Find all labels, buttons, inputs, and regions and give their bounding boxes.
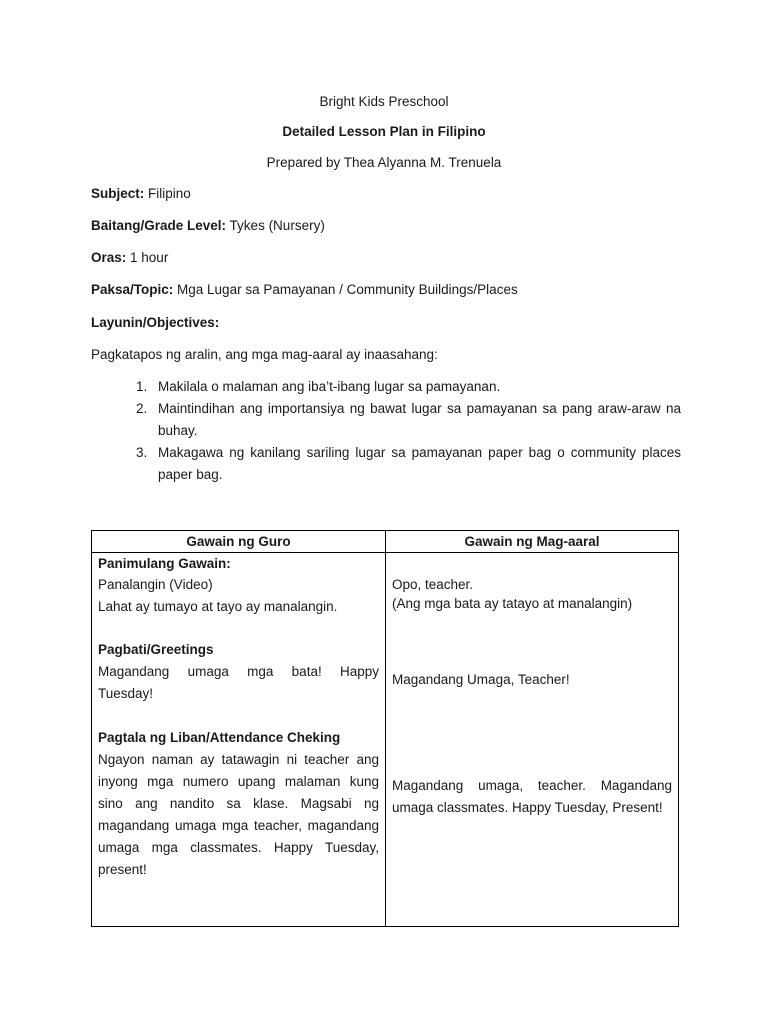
objective-text: Makagawa ng kanilang sariling lugar sa pamayanan paper bag o community places paper bag. [158,445,681,482]
time-label: Oras: [91,250,127,265]
objectives-list [136,376,681,486]
objective-item [136,376,681,398]
topic-label: Paksa/Topic: [91,282,174,297]
table-header-row [92,531,679,553]
student-prayer-line-1: Opo, teacher. [392,577,474,592]
objectives-heading [91,315,219,330]
objectives-label: Layunin/Objectives: [91,315,220,330]
topic-line [91,282,518,297]
activities-table [91,530,679,927]
prepared-by: Prepared by Thea Alyanna M. Trenuela [266,155,502,170]
student-column-header: Gawain ng Mag-aaral [386,531,679,553]
subject-label: Subject: [91,186,145,201]
grade-value: Tykes (Nursery) [226,218,325,233]
teacher-activities-cell [92,553,386,927]
student-greeting-text: Magandang Umaga, Teacher! [392,672,570,687]
prayer-line-1: Panalangin (Video) [98,577,213,592]
prayer-line-2: Lahat ay tumayo at tayo ay manalangin. [98,599,338,614]
attendance-text: Ngayon naman ay tatawagin ni teacher ang inyong mga numero upang malaman kung sino ang nandito sa klase. Magsabi ng magandang umaga mga teacher, magandang umaga mga classmates. Happy Tuesday, present! [98,752,379,877]
teacher-column-header: Gawain ng Guro [92,531,386,553]
objective-item [136,442,681,486]
document-title: Detailed Lesson Plan in Filipino [282,124,486,139]
time-line [91,250,168,265]
attendance-heading: Pagtala ng Liban/Attendance Cheking [98,730,341,745]
objectives-intro: Pagkatapos ng aralin, ang mga mag-aaral ay inaasahang: [91,347,438,362]
school-name: Bright Kids Preschool [319,94,449,109]
table-row [92,553,679,927]
grade-line [91,218,325,233]
student-prayer-line-2: (Ang mga bata ay tatayo at manalangin) [392,596,633,611]
time-value: 1 hour [126,250,169,265]
student-attendance-text: Magandang umaga, teacher. Magandang umaga classmates. Happy Tuesday, Present! [392,778,672,815]
greeting-text: Magandang umaga mga bata! Happy Tuesday! [98,664,379,701]
objective-text: Makilala o malaman ang iba’t-ibang lugar sa pamayanan. [158,379,501,394]
subject-line [91,186,191,201]
grade-label: Baitang/Grade Level: [91,218,227,233]
subject-value: Filipino [144,186,191,201]
objective-number: 3. [136,445,148,460]
objective-number: 2. [136,401,148,416]
topic-value: Mga Lugar sa Pamayanan / Community Buildings/Places [173,282,518,297]
student-activities-cell [386,553,679,927]
objective-text: Maintindihan ang importansiya ng bawat lugar sa pamayanan sa pang araw-araw na buhay. [158,401,681,438]
opening-heading: Panimulang Gawain: [98,556,231,571]
greeting-heading: Pagbati/Greetings [98,642,214,657]
objective-number: 1. [136,379,148,394]
objective-item [136,398,681,442]
